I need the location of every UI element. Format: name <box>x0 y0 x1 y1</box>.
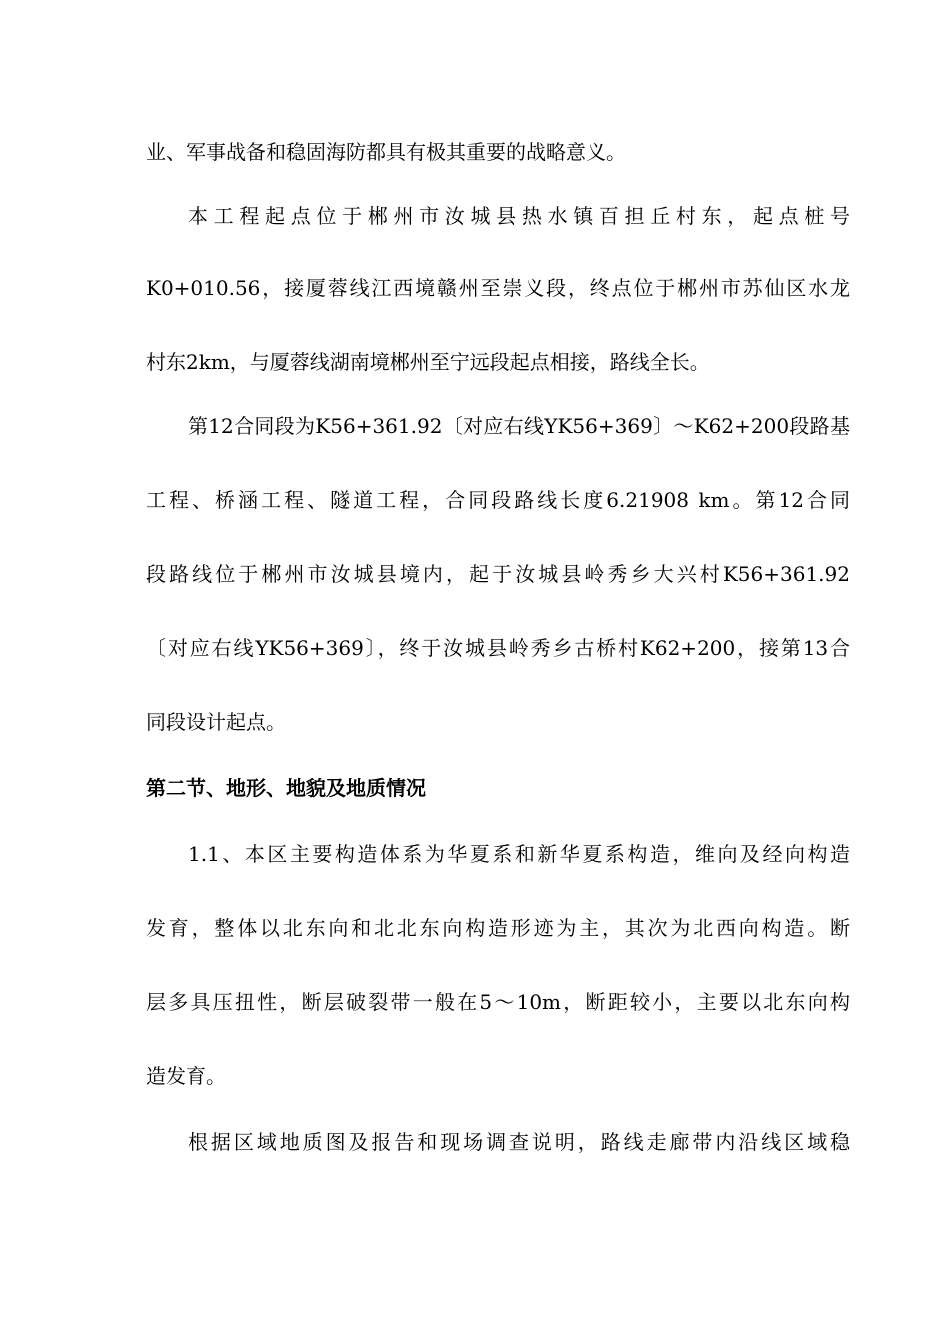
text-line: 村东2km，与厦蓉线湖南境郴州至宁远段起点相接，路线全长。 <box>146 350 710 374</box>
text-line: 段路线位于郴州市汝城县境内，起于汝城县岭秀乡大兴村K56+361.92 <box>146 562 850 586</box>
text-line: 发育，整体以北东向和北北东向构造形迹为主，其次为北西向构造。断 <box>146 916 850 940</box>
text-line: K0+010.56，接厦蓉线江西境赣州至崇义段，终点位于郴州市苏仙区水龙 <box>146 276 850 300</box>
text-line: 工程、桥涵工程、隧道工程，合同段路线长度6.21908 km。第12合同 <box>146 488 850 512</box>
text-line: 层多具压扭性，断层破裂带一般在5～10m，断距较小，主要以北东向构 <box>146 990 850 1014</box>
section-heading: 第二节、地形、地貌及地质情况 <box>146 776 426 800</box>
text-line: 第12合同段为K56+361.92〔对应右线YK56+369〕～K62+200段路基 <box>188 414 850 438</box>
text-line: 同段设计起点。 <box>146 710 286 734</box>
text-line: 1.1、本区主要构造体系为华夏系和新华夏系构造，维向及经向构造 <box>188 842 850 866</box>
text-line: 造发育。 <box>146 1064 226 1088</box>
text-line: 〔对应右线YK56+369〕，终于汝城县岭秀乡古桥村K62+200，接第13合 <box>146 636 850 660</box>
text-line: 本工程起点位于郴州市汝城县热水镇百担丘村东，起点桩号 <box>188 204 850 228</box>
text-line: 根据区域地质图及报告和现场调查说明，路线走廊带内沿线区域稳 <box>188 1130 850 1154</box>
text-line: 业、军事战备和稳固海防都具有极其重要的战略意义。 <box>146 140 626 164</box>
